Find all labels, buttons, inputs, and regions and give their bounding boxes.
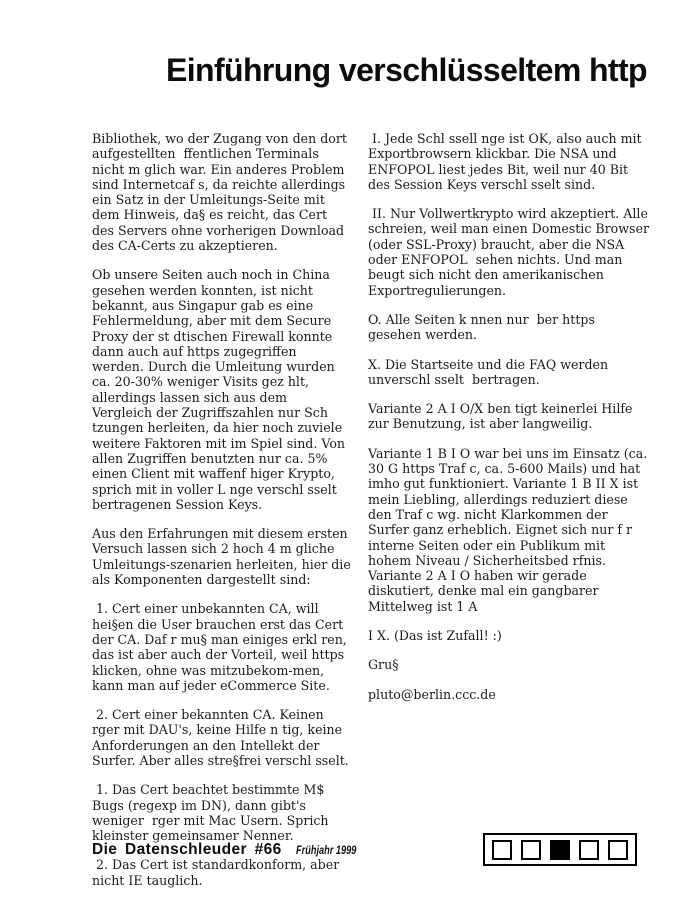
page-indicator-square-filled (550, 840, 570, 860)
list-item-paragraph: II. Nur Vollwertkrypto wird akzeptiert. Alle schreien, weil man einen Domestic Browser (oder SSL-Proxy) braucht, aber die NSA oder ENFOPOL sehen nichts. Und man beugt sich nicht den amerikanischen Exportregulierungen. (368, 206, 653, 298)
email-address: pluto@berlin.ccc.de (368, 686, 496, 702)
paragraph: Aus den Erfahrungen mit diesem ersten Versuch lassen sich 2 hoch 4 m gliche Umleitungs-szenarien herleiten, hier die als Komponenten dargestellt sind: (92, 526, 355, 588)
issue-date: Frühjahr 1999 (296, 845, 357, 857)
list-item-paragraph: 2. Das Cert ist standardkonform, aber nicht IE tauglich. (92, 857, 344, 888)
paragraph: Bibliothek, wo der Zugang von den dort aufgestellten ffentlichen Terminals nicht m glich war. Ein anderes Problem sind Internetcaf s, da reichte allerdings ein Satz in der Umleitungs-Seite mit dem Hinweis, da§ es reicht, das Cert des Servers ohne vorherigen Download des CA-Certs zu akzeptieren. (92, 131, 351, 254)
list-item-paragraph: X. Die Startseite und die FAQ werden unverschl sselt bertragen. (368, 356, 613, 387)
right-column (368, 131, 653, 716)
list-item-paragraph: I. Jede Schl ssell nge ist OK, also auch mit Exportbrowsern klickbar. Die NSA und ENFOPOL liest jedes Bit, weil nur 40 Bit des Session Keys verschl sselt sind. (368, 131, 646, 192)
list-item-paragraph: 1. Cert einer unbekannten CA, will hei§en die User brauchen erst das Cert der CA. Daf r mu§ man einiges erkl ren, das ist aber auch der Vorteil, weil https klicken, ohne was mitzubekom-men, kann man auf jeder eCommerce Site. (92, 601, 351, 693)
signature: Gru§ (368, 657, 399, 673)
list-item-paragraph: 1. Das Cert beachtet bestimmte M$ Bugs (regexp im DN), dann gibt's weniger rger mit Mac Usern. Sprich kleinster gemeinsamer Nenner. (92, 782, 333, 844)
paragraph: Variante 1 B I O war bei uns im Einsatz (ca. 30 G https Traf c, ca. 5-600 Mails) und hat imho gut funktioniert. Variante 1 B II X ist mein Liebling, allerdings reduziert diese den Traf c wg. nicht Klarkommen der Surfer ganz erheblich. Eignet sich nur f r interne Seiten oder ein Publikum mit hohem Niveau / Sicherheitsbed rfnis. Variante 2 A I O haben wir gerade diskutiert, denke mal ein gangbarer Mittelweg ist 1 A (368, 445, 652, 614)
list-item-paragraph: O. Alle Seiten k nnen nur ber https gesehen werden. (368, 311, 599, 343)
left-column (92, 131, 355, 902)
page-title: Einführung verschlüsseltem http (165, 52, 647, 88)
page-indicator-square-empty (492, 840, 512, 860)
page-indicator-square-empty (608, 840, 628, 860)
closing-remark: I X. (Das ist Zufall! :) (368, 628, 502, 644)
list-item-paragraph: 2. Cert einer bekannten CA. Keinen rger mit DAU's, keine Hilfe n tig, keine Anforderungen an den Intellekt der Surfer. Aber alles stre§frei verschl sselt. (92, 707, 349, 768)
page-indicator-square-empty (579, 840, 599, 860)
publication-title: Die Datenschleuder #66 (92, 841, 282, 858)
page-indicator-square-empty (521, 840, 541, 860)
paragraph: Ob unsere Seiten auch noch in China gesehen werden konnten, ist nicht bekannt, aus Singapur gab es eine Fehlermeldung, aber mit dem Secure Proxy der st dtischen Firewall konnte dann auch auf https zugegriffen werden. Durch die Umleitung wurden ca. 20-30% weniger Visits gez hlt, allerdings lassen sich aus dem Vergleich der Zugriffszahlen nur Sch tzungen herleiten, da hier noch zuviele weitere Faktoren mit im Spiel sind. Von allen Zugriffen benutzten nur ca. 5% einen Client mit waffenf higer Krypto, sprich mit in voller L nge verschl sselt bertragenen Session Keys. (92, 267, 350, 512)
page-indicator (483, 833, 637, 866)
paragraph: Variante 2 A I O/X ben tigt keinerlei Hilfe zur Benutzung, ist aber langweilig. (368, 401, 637, 432)
